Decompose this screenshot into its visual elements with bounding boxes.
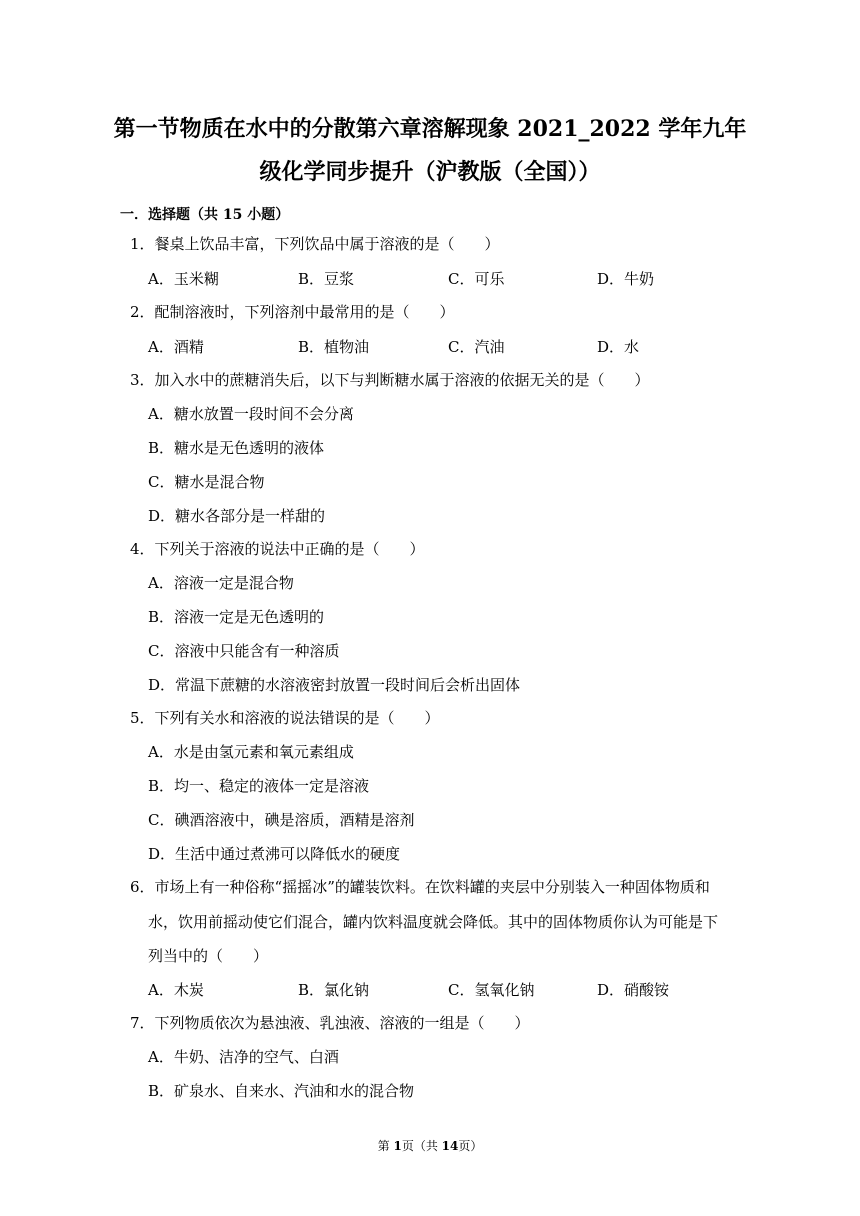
- question-5-option-a: A．水是由氢元素和氧元素组成: [148, 743, 354, 761]
- question-5-option-c: C．碘酒溶液中，碘是溶质，酒精是溶剂: [148, 811, 415, 829]
- footer-prefix: 第: [377, 1139, 394, 1153]
- question-6-option-b: B．氯化钠: [298, 981, 370, 999]
- question-2-stem: 2．配制溶液时，下列溶剂中最常用的是（ ）: [130, 303, 455, 321]
- footer-total-pages: 14: [441, 1139, 459, 1153]
- question-5-stem: 5．下列有关水和溶液的说法错误的是（ ）: [130, 709, 440, 727]
- question-3-option-c: C．糖水是混合物: [148, 473, 265, 491]
- question-6-option-c: C．氢氧化钠: [448, 981, 535, 999]
- question-7-option-b: B．矿泉水、自来水、汽油和水的混合物: [148, 1082, 415, 1100]
- question-6-option-a: A．木炭: [148, 981, 204, 999]
- footer-page-number: 1: [393, 1139, 402, 1153]
- question-6-stem-line-1: 6．市场上有一种俗称“摇摇冰”的罐装饮料。在饮料罐的夹层中分别装入一种固体物质和: [130, 878, 710, 896]
- footer-suffix: 页）: [458, 1139, 483, 1153]
- question-3-option-b: B．糖水是无色透明的液体: [148, 439, 325, 457]
- question-6-stem-line-3: 列当中的（ ）: [148, 947, 269, 965]
- question-1-option-d: D．牛奶: [597, 270, 655, 288]
- question-2-option-b: B．植物油: [298, 338, 370, 356]
- question-3-option-d: D．糖水各部分是一样甜的: [148, 507, 326, 525]
- question-5-option-d: D．生活中通过煮沸可以降低水的硬度: [148, 845, 401, 863]
- section-heading: 一．选择题（共 15 小题）: [120, 207, 290, 223]
- question-3-option-a: A．糖水放置一段时间不会分离: [148, 405, 354, 423]
- question-2-option-c: C．汽油: [448, 338, 505, 356]
- page-footer: [0, 1137, 860, 1154]
- question-4-stem: 4．下列关于溶液的说法中正确的是（ ）: [130, 540, 425, 558]
- question-1-option-a: A．玉米糊: [148, 270, 219, 288]
- question-7-stem: 7．下列物质依次为悬浊液、乳浊液、溶液的一组是（ ）: [130, 1014, 530, 1032]
- question-1-option-b: B．豆浆: [298, 270, 355, 288]
- question-2-option-a: A．酒精: [148, 338, 204, 356]
- question-4-option-c: C．溶液中只能含有一种溶质: [148, 642, 340, 660]
- question-3-stem: 3．加入水中的蔗糖消失后，以下与判断糖水属于溶液的依据无关的是（ ）: [130, 371, 650, 389]
- question-5-option-b: B．均一、稳定的液体一定是溶液: [148, 777, 370, 795]
- title-line-2: 级化学同步提升（沪教版（全国））: [259, 159, 601, 185]
- question-4-option-a: A．溶液一定是混合物: [148, 574, 294, 592]
- question-6-stem-line-2: 水，饮用前摇动使它们混合，罐内饮料温度就会降低。其中的固体物质你认为可能是下: [148, 913, 719, 931]
- question-1-stem: 1．餐桌上饮品丰富，下列饮品中属于溶液的是（ ）: [130, 235, 500, 253]
- title-line-1: 第一节物质在水中的分散第六章溶解现象 2021_2022 学年九年: [113, 116, 747, 142]
- question-7-option-a: A．牛奶、洁净的空气、白酒: [148, 1048, 339, 1066]
- question-4-option-d: D．常温下蔗糖的水溶液密封放置一段时间后会析出固体: [148, 676, 521, 694]
- question-4-option-b: B．溶液一定是无色透明的: [148, 608, 325, 626]
- question-1-option-c: C．可乐: [448, 270, 505, 288]
- question-6-option-d: D．硝酸铵: [597, 981, 670, 999]
- footer-middle: 页（共: [401, 1139, 442, 1153]
- question-2-option-d: D．水: [597, 338, 640, 356]
